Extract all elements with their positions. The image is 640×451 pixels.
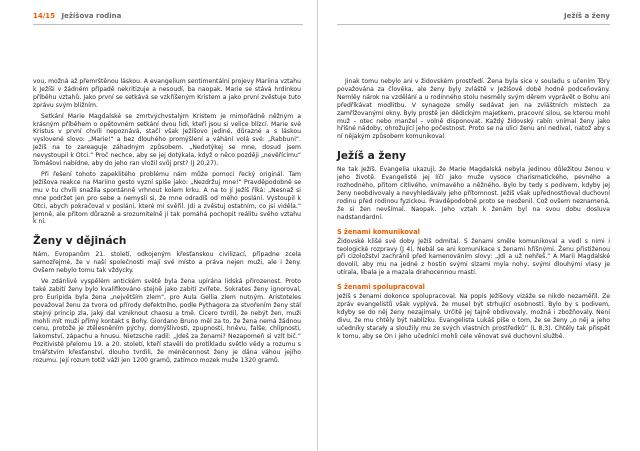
- right-paragraph-1: Jinak tomu nebylo ani v židovském prostředí. Žena byla sice v souladu s učením Tóry považována za člověka, ale ženy byly zvláště v Ježíšově době hodně podceňovány. Nemlěy nárok na vzdělání a u rodinného stolu nesměly svým děrem vyprávět o Bohu ani předříkávat modlitbu. V synagoze směly sedávat jen na zvláštních místech za zamřížovanými okny. Byly prostě jen dědickým majetkem, pracovní silou, se kterou mohl muž – otec nebo manžel – volně disponovat. Každý židovský rabín vnímal ženy jako hříšné nádoby, ohrožující jeho počestnost. Proto se na ulici ženu ani nedíval, natož aby s ní nějakým způsobem komunikoval.: [337, 78, 610, 141]
- right-page: [318, 0, 640, 451]
- left-header-rule: [33, 24, 303, 25]
- left-section-heading: Ženy v dějinách: [33, 235, 127, 248]
- left-paragraph-1: vou, možná až přemrštěnou láskou. A evangelium sentimentální projevy Mariina vztahu k Ježíši v žádném případě nekritizuje a nesoudí, ba naopak. Marie se stává hrdinkou příběhu vztahů. Jako první se setkává se vzkříšeným Kristem a jako první zvěstuje tuto zprávu svým bližním.: [33, 78, 301, 109]
- left-paragraph-4: Nám, Evropanům 21. století, odkojeným křesťanskou civilizací, připadne zcela samozřejmé, že v naší společnosti mají své místo a práva nejen muži, ale i ženy. Ovšem nebylo tomu tak vždycky.: [33, 251, 301, 275]
- left-running-head: [33, 12, 121, 20]
- right-header-title: Ježíš a ženy: [564, 12, 610, 20]
- left-paragraph-5: Ve zdánlivě vyspělém antickém světě byla žena upírána lidská přirozenost. Proto také zabití ženy bylo kvalifikováno stejně jako zabití zvířete. Sokrates ženy ignoroval, pro Euripida byla žena „největším zlem“, pro Aula Gellia zlem nutným. Aristoteles považoval ženu za tvora od přírody defektního, podle Pythagora za stvořením ženy stál stejný princip zla, jaký dal vzniknout chaosu a tmě. Cicero tvrdil, že nebýt žen, muži mohli mít muži přímý kontakt s Bohy. Giordano Bruno měl za to, že žena nemá žádnou cenu, protože je ztělesněním pýchy, domýšlivosti, zpupnosti, hněvu, falše, chlípnosti, lakomství, zápachu a hnusu. Nietzsche radil: „Jdeš za ženami? Nezapomeň si vzít bič.“ Pozitivisté přelomu 19. a 20. století, kteří stavěli do protikladu světlo vědy a rozumu s tmářstvím křesťanství, dlouho tvrdili, že méněcennost ženy je dána váhou jejího rozumu. Její rozum totiž váží jen 1200 gramů, zatímco mozek muže 1320 gramů.: [33, 278, 301, 365]
- left-page: [0, 0, 318, 451]
- right-paragraph-3: Židovské klišé své doby Ježíš odmítal. S ženami směle komunikoval a vedl s nimi i teologické rozpravy (J 4). Nebál se ani komunikace s ženami hříšnými. Ženu přistiženou při cizoložství zachránil před kamenováním slovy: „Jdi a už nehřeš.“ A Marii Magdalské dovolil, aby mu na jedné z hostin svými slzami myla nohy, svými dlouhými vlasy je utírala, líbala je a mazala drahocennou mastí.: [337, 237, 610, 277]
- right-subheading-1: S ženami komunikoval: [337, 227, 420, 236]
- left-header-title: Ježíšova rodina: [61, 12, 122, 20]
- left-paragraph-2: Setkání Marie Magdalské se zmrtvýchvstalým Kristem je mimořádně něžným a krásným příběhem o opětovném setkání dvou lidí, kteří jsou si velice blízcí. Marie své Kristus v první chvíli nepoznává, stačí však Ježíšovo jediné, důrazné a s láskou vyslovené slovo: „Marie!“ a bez dlouhého promýšlení a váhání volá své: „Rabbuni“. Ježíš na to zareaguje záhadným způsobem. „Nedotýkej se mne, dosud jsem nevystoupil k Otci.“ Proč nechce, aby se jej dotýkala, když o něco později „nevěřícímu“ Tomášovi nabídne, aby do jeho ran vložil svůj prst? (J 20,27).: [33, 112, 301, 168]
- left-paragraph-3: Při řešení tohoto zapeklitého problému nám může pomoci řecký originál. Tam Ježíšova reakce na Mariino gesto vyzní spíše jako: „Nezdržuj mne!“ Pravděpodobně se mu v tu chvíli snažila spontánně vrhnout kolem krku. A na to jí Ježíš říká: „Nesnaž si mne podržet jen pro sebe a nemysli si, že mne odradíš od mého poslání. Vystoupil k Otci, abych pokračoval v poslání, které mi svěřil. Jdi a zvěstuj ostatním, co jsi viděla.“ Jemně, ale přitom důrazně a srozumitelně jí tak pomáhá pochopit reálitu svého vztahu k ní.: [33, 170, 301, 226]
- right-running-head: [564, 12, 610, 20]
- right-paragraph-2: Ne tak Ježíš. Evangelia ukazují, že Marie Magdalská nebyla jedinou důležitou ženou v jeho životě. Evangelisté jej líčí jako muže vysoce charismatického, pevného a rozhodného, přitom citlivého, vnímavého a něžného. Bylo by tedy s podivem, kdyby jej ženy neobdivovaly a nevyhledávaly jeho přítomnost. Ježíš však upřednostňoval duchovní rodinu před rodinou fyzickou. Pravděpodobně proto se neoženil. Což ovšem neznamená, že si žen nevšímal. Naopak. Jeho vztah k ženám byl na svou dobu dosluva nadstandardní.: [337, 166, 610, 221]
- right-header-rule: [337, 24, 610, 25]
- right-subheading-2: S ženami spolupracoval: [337, 283, 425, 292]
- right-paragraph-4: Ježíš s ženami dokonce spolupracoval. Na popis Ježíšovy vizáže se nikdo nezaměřil. Ze zpráv evangelistů však vyplývá, že musel být strhující osobností. Bylo by s podivem, kdyby se do něj ženy nezajímaly. Určitě jej tajně obdivovaly, možná i zbožňovaly. Není divu, že mu chtěly být nablízku. Evangelista Lukáš píše o tom, že se ženy „o něj a jeho učedníky starały a sloužily mu ze svých vlastních prostředků“ (L 8,3). Chtěly tak přispět k tomu, aby se On i jeho učedníci mohli cele věnovat své duchovní službě.: [337, 293, 610, 340]
- left-page-number: 14/15: [33, 12, 56, 20]
- right-section-heading: Ježíš a ženy: [337, 150, 406, 163]
